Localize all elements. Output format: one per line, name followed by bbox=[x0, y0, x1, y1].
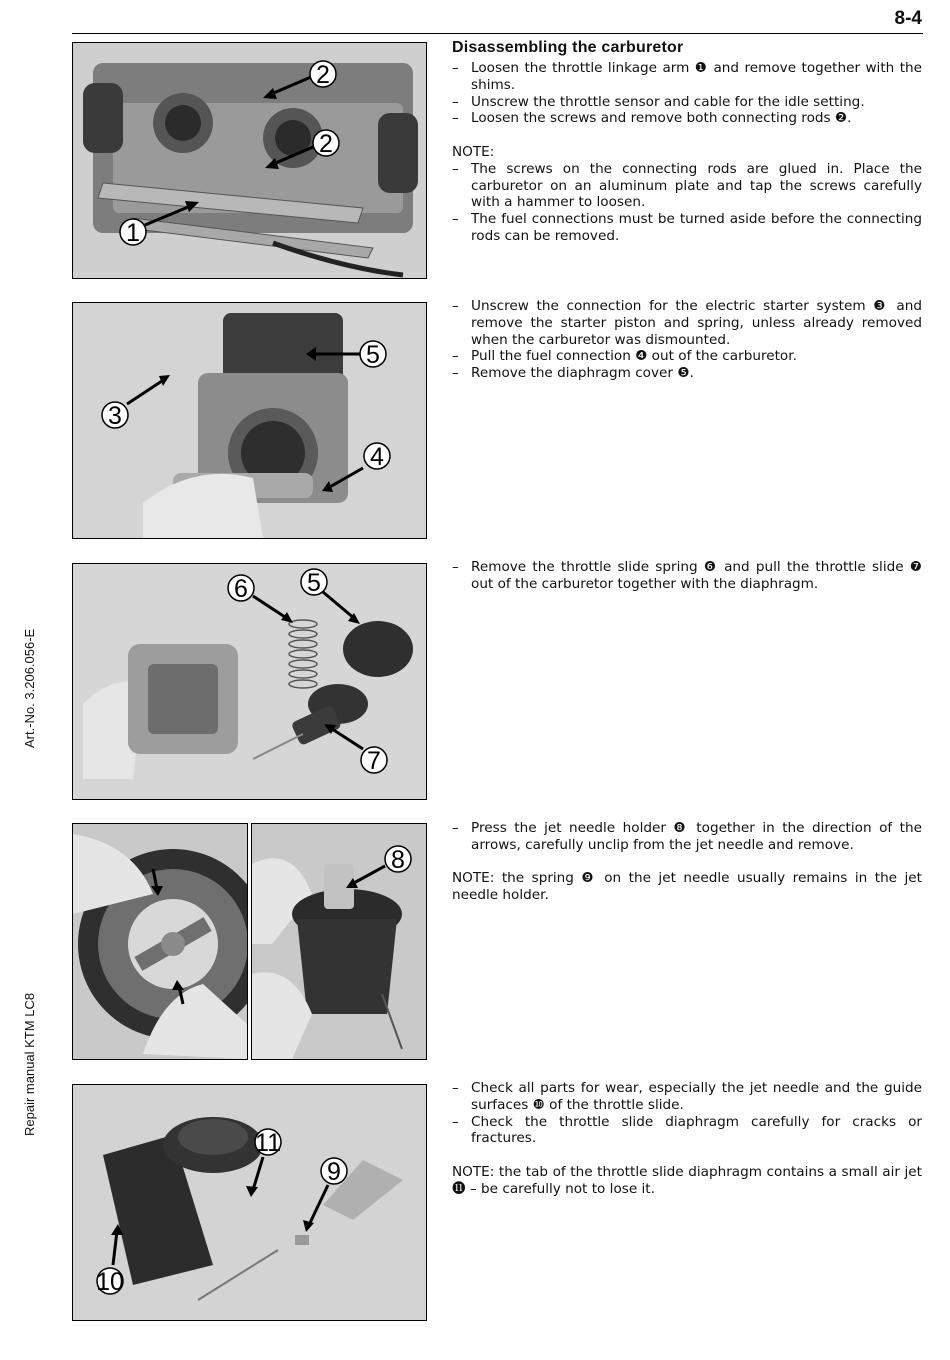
photo-carburetor-starter bbox=[72, 302, 427, 539]
photo-jet-needle-holder-remove bbox=[251, 823, 427, 1060]
callout-1: 1 bbox=[126, 219, 140, 247]
note-item: – The fuel connections must be turned aside before the connecting rods can be removed. bbox=[452, 211, 922, 245]
callout-2b: 2 bbox=[319, 130, 333, 158]
step-item: – Remove the throttle slide spring ❻ and pull the throttle slide ❼ out of the carburetor together with the diaphragm. bbox=[452, 559, 922, 593]
step-item: – Loosen the screws and remove both connecting rods ❷. bbox=[452, 110, 922, 127]
callout-3: 3 bbox=[108, 402, 122, 430]
photo-throttle-slide-check bbox=[72, 1084, 427, 1321]
step-item: – Pull the fuel connection ❹ out of the carburetor. bbox=[452, 348, 922, 365]
step-item: – Check the throttle slide diaphragm carefully for cracks or fractures. bbox=[452, 1114, 922, 1148]
step-item: – Press the jet needle holder ❽ together in the direction of the arrows, carefully unclip from the jet needle and remove. bbox=[452, 820, 922, 854]
callout-4: 4 bbox=[370, 443, 384, 471]
step-item: – Check all parts for wear, especially the jet needle and the guide surfaces ❿ of the throttle slide. bbox=[452, 1080, 922, 1114]
manual-title-label: Repair manual KTM LC8 bbox=[22, 992, 37, 1136]
step-block-3 bbox=[452, 559, 922, 593]
step-block-5 bbox=[452, 1080, 922, 1198]
photo-throttle-slide-parts bbox=[72, 563, 427, 800]
callout-9: 9 bbox=[327, 1158, 341, 1186]
callout-10: 10 bbox=[96, 1268, 124, 1296]
header-rule bbox=[72, 33, 923, 34]
step-item: – Unscrew the connection for the electric starter system ❸ and remove the starter piston and spring, unless already removed when the carburetor was dismounted. bbox=[452, 298, 922, 348]
callout-6: 6 bbox=[234, 575, 248, 603]
photo-jet-needle-holder-press bbox=[72, 823, 248, 1060]
step-block-2 bbox=[452, 298, 922, 382]
step-item: – Unscrew the throttle sensor and cable for the idle setting. bbox=[452, 94, 922, 111]
callout-7: 7 bbox=[367, 747, 381, 775]
note-item: – The screws on the connecting rods are glued in. Place the carburetor on an aluminum plate and tap the screws carefully with a hammer to loosen. bbox=[452, 161, 922, 211]
callout-2a: 2 bbox=[316, 61, 330, 89]
photo-carburetor-assembly bbox=[72, 42, 427, 279]
page-number: 8-4 bbox=[894, 8, 922, 29]
note-text: NOTE: the spring ❾ on the jet needle usually remains in the jet needle holder. bbox=[452, 870, 922, 904]
step-block-4 bbox=[452, 820, 922, 904]
note-label: NOTE: bbox=[452, 143, 495, 160]
callout-11: 11 bbox=[255, 1129, 281, 1157]
note-text: NOTE: the tab of the throttle slide diaphragm contains a small air jet ⓫ – be carefully not to lose it. bbox=[452, 1163, 922, 1197]
section-title: Disassembling the carburetor bbox=[452, 39, 684, 56]
callout-5: 5 bbox=[366, 341, 380, 369]
callout-5-parts: 5 bbox=[307, 569, 321, 597]
article-number-label: Art.-No. 3.206.056-E bbox=[22, 628, 37, 748]
step-item: – Loosen the throttle linkage arm ❶ and remove together with the shims. bbox=[452, 60, 922, 94]
callout-8: 8 bbox=[391, 846, 405, 874]
step-item: – Remove the diaphragm cover ❺. bbox=[452, 365, 922, 382]
step-block-1 bbox=[452, 38, 922, 245]
